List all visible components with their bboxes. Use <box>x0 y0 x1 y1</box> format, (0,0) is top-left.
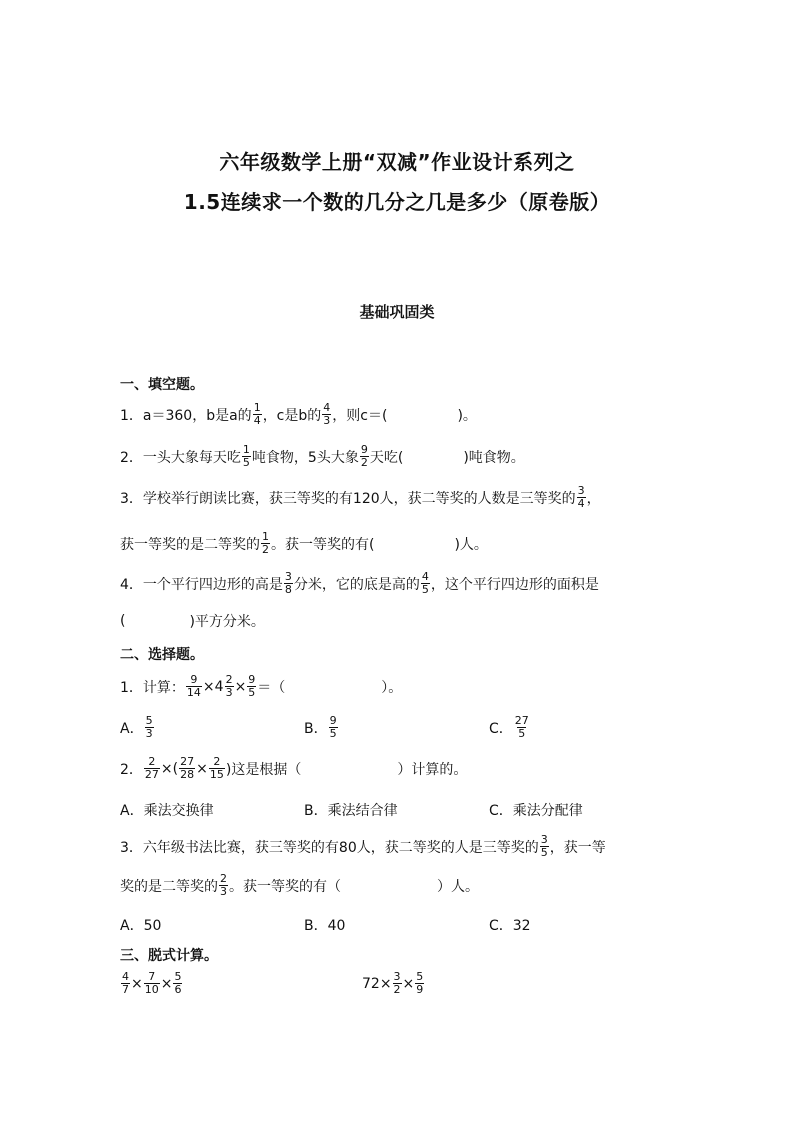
c1-option-c-fraction <box>514 715 530 740</box>
calc2-fraction-2-numerator: 5 <box>416 970 424 983</box>
section-fill-in-blank-heading: 一、填空题。 <box>120 377 204 393</box>
c1-fraction-3-numerator: 9 <box>248 673 256 686</box>
c1-option-b-label: B． <box>304 720 328 737</box>
c1-option-a[interactable] <box>120 715 155 740</box>
c1-option-b-numerator: 9 <box>329 714 337 727</box>
c2-fraction-3 <box>209 756 225 781</box>
calc2-fraction-2 <box>415 971 424 996</box>
c3-fraction-2 <box>219 873 228 898</box>
c2-fraction-2-denominator: 28 <box>180 768 195 781</box>
q2-fraction-2-numerator: 9 <box>360 443 368 456</box>
calc1-fraction-3-denominator: 6 <box>174 983 182 996</box>
calc1-times-2: × <box>160 975 173 992</box>
c3-fraction-1 <box>540 834 549 859</box>
c3-text-c: 奖的是二等奖的 <box>120 878 218 895</box>
q2-text-b: 吨食物，5头大象 <box>251 449 359 466</box>
question-choice-3-line2 <box>120 873 479 898</box>
q3-text-e: )人。 <box>454 536 488 553</box>
q1-fraction-1-denominator: 4 <box>253 414 261 427</box>
c3-fraction-2-numerator: 2 <box>220 872 227 885</box>
c3-text-a: 3．六年级书法比赛，获三等奖的有80人，获二等奖的人是三等奖的 <box>120 839 539 856</box>
c1-option-a-denominator: 3 <box>145 727 153 740</box>
calc1-fraction-3-numerator: 5 <box>174 970 182 983</box>
q2-text-d: )吨食物。 <box>463 449 525 466</box>
q1-text-b: ，c是b的 <box>262 407 322 424</box>
calc2-fraction-1-numerator: 3 <box>393 970 401 983</box>
q2-fraction-1 <box>242 444 251 469</box>
c2-fraction-1-numerator: 2 <box>148 755 156 768</box>
c1-option-c[interactable] <box>489 715 531 740</box>
c1-text-b: ×4 <box>202 678 224 695</box>
q3-fraction-1-numerator: 3 <box>577 484 585 497</box>
c2-option-c[interactable]: C．乘法分配律 <box>489 803 583 819</box>
q4-fraction-2-denominator: 5 <box>421 583 429 596</box>
calc2-times: × <box>402 975 415 992</box>
c1-option-c-denominator: 5 <box>518 727 526 740</box>
question-fill-1 <box>120 402 477 427</box>
calc2-prefix: 72× <box>362 975 392 992</box>
c2-option-a[interactable]: A．乘法交换律 <box>120 803 214 819</box>
q4-text-e: )平方分米。 <box>189 614 265 630</box>
c1-fraction-1 <box>186 674 202 699</box>
c3-fraction-1-denominator: 5 <box>540 846 548 859</box>
calc1-fraction-2-numerator: 7 <box>148 970 156 983</box>
q4-fraction-1-numerator: 3 <box>284 570 292 583</box>
question-fill-2 <box>120 444 525 469</box>
q1-fraction-2-numerator: 4 <box>323 401 331 414</box>
q1-text-a: 1．a＝360，b是a的 <box>120 407 252 424</box>
q4-text-b: 分米，它的底是高的 <box>293 576 420 593</box>
c3-option-a[interactable]: A．50 <box>120 918 162 934</box>
c2-fraction-1 <box>144 756 160 781</box>
q1-fraction-2-denominator: 3 <box>323 414 331 427</box>
document-title-line1: 六年级数学上册“双减”作业设计系列之 <box>219 150 575 174</box>
q1-text-c: ，则c＝( <box>332 407 388 424</box>
calc1-fraction-1-denominator: 7 <box>122 983 129 996</box>
c1-fraction-3 <box>247 674 256 699</box>
q2-fraction-2-denominator: 2 <box>360 456 368 469</box>
q4-fraction-2-numerator: 4 <box>421 570 429 583</box>
q4-text-d: ( <box>120 613 126 629</box>
calc1-times-1: × <box>131 975 143 992</box>
c1-option-b-denominator: 5 <box>329 727 337 740</box>
c1-option-a-fraction <box>145 715 154 740</box>
c1-option-c-label: C． <box>489 720 513 737</box>
calc-expression-1 <box>120 971 183 996</box>
q2-text-a: 2．一头大象每天吃 <box>120 449 241 466</box>
document-title-line2: 1.5连续求一个数的几分之几是多少（原卷版） <box>183 190 611 214</box>
c1-fraction-1-denominator: 14 <box>186 686 201 699</box>
question-fill-4-line1 <box>120 571 599 596</box>
q4-fraction-1-denominator: 8 <box>284 583 292 596</box>
calc2-fraction-2-denominator: 9 <box>416 983 424 996</box>
q3-fraction-1-denominator: 4 <box>577 497 585 510</box>
c1-option-c-numerator: 27 <box>514 714 529 727</box>
q2-fraction-1-denominator: 5 <box>242 456 250 469</box>
calc2-fraction-1-denominator: 2 <box>393 983 401 996</box>
c3-fraction-2-denominator: 3 <box>220 885 227 898</box>
q4-fraction-2 <box>421 571 430 596</box>
q3-text-d: 。获一等奖的有( <box>271 536 375 553</box>
c1-option-a-numerator: 5 <box>145 714 153 727</box>
c1-fraction-1-numerator: 9 <box>190 673 198 686</box>
q3-text-c: 获一等奖的是二等奖的 <box>120 536 260 553</box>
c3-fraction-1-numerator: 3 <box>540 833 548 846</box>
q1-fraction-2 <box>322 402 331 427</box>
c1-text-d: ＝（ <box>257 679 286 696</box>
c1-fraction-2-denominator: 3 <box>225 686 233 699</box>
q1-fraction-1-numerator: 1 <box>253 401 261 414</box>
calc1-fraction-1-numerator: 4 <box>122 970 129 983</box>
q1-text-d: )。 <box>457 407 477 424</box>
calc1-fraction-2 <box>144 971 160 996</box>
q3-fraction-2-denominator: 2 <box>262 543 269 556</box>
c1-fraction-2-numerator: 2 <box>225 673 233 686</box>
q4-fraction-1 <box>284 571 293 596</box>
c2-text-e: ）计算的。 <box>397 761 468 778</box>
question-fill-3-line1 <box>120 485 601 510</box>
c1-text-e: ）。 <box>381 679 403 696</box>
question-choice-1 <box>120 674 402 699</box>
section-calculation-heading: 三、脱式计算。 <box>120 948 218 964</box>
c2-fraction-1-denominator: 27 <box>144 768 159 781</box>
q2-text-c: 天吃( <box>369 449 404 466</box>
c2-fraction-3-denominator: 15 <box>209 768 224 781</box>
calc2-fraction-1 <box>393 971 402 996</box>
question-choice-3-line1 <box>120 834 606 859</box>
section-multiple-choice-heading: 二、选择题。 <box>120 647 204 663</box>
q3-text-a: 3．学校举行朗读比赛，获三等奖的有120人，获二等奖的人数是三等奖的 <box>120 490 576 507</box>
c1-option-a-label: A． <box>120 720 144 737</box>
calc1-fraction-1 <box>121 971 130 996</box>
c3-text-d: 。获一等奖的有（ <box>229 878 341 895</box>
category-heading: 基础巩固类 <box>359 303 435 321</box>
q4-text-c: ，这个平行四边形的面积是 <box>430 576 599 593</box>
q3-fraction-2-numerator: 1 <box>262 530 269 543</box>
c1-option-b[interactable] <box>304 715 339 740</box>
c3-text-b: ，获一等 <box>549 839 606 856</box>
q4-text-a: 4．一个平行四边形的高是 <box>120 576 283 593</box>
c1-fraction-2 <box>225 674 234 699</box>
c2-option-b[interactable]: B．乘法结合律 <box>304 803 398 819</box>
c1-text-a: 1．计算： <box>120 679 185 696</box>
c3-text-e: ）人。 <box>437 878 479 895</box>
c1-fraction-3-denominator: 5 <box>248 686 256 699</box>
calc-expression-2 <box>362 971 425 996</box>
c2-fraction-2-numerator: 27 <box>180 755 195 768</box>
q2-fraction-1-numerator: 1 <box>242 443 250 456</box>
c3-option-b[interactable]: B．40 <box>304 918 346 934</box>
question-fill-4-line2 <box>120 611 265 631</box>
c2-text-a: 2． <box>120 761 143 778</box>
q3-fraction-1 <box>577 485 586 510</box>
q3-fraction-2 <box>261 531 270 556</box>
c2-text-b: ×( <box>160 760 179 777</box>
c1-text-c: × <box>234 678 247 695</box>
c1-option-b-fraction <box>329 715 338 740</box>
question-choice-2 <box>120 756 467 781</box>
c2-fraction-2 <box>179 756 195 781</box>
c2-text-c: × <box>196 760 208 777</box>
calc1-fraction-3 <box>173 971 182 996</box>
c3-option-c[interactable]: C．32 <box>489 918 531 934</box>
c2-fraction-3-numerator: 2 <box>213 755 221 768</box>
c2-text-d: )这是根据（ <box>225 761 302 778</box>
q3-text-b: ， <box>586 490 601 507</box>
question-fill-3-line2 <box>120 531 488 556</box>
q1-fraction-1 <box>253 402 262 427</box>
q2-fraction-2 <box>360 444 369 469</box>
calc1-fraction-2-denominator: 10 <box>144 983 159 996</box>
